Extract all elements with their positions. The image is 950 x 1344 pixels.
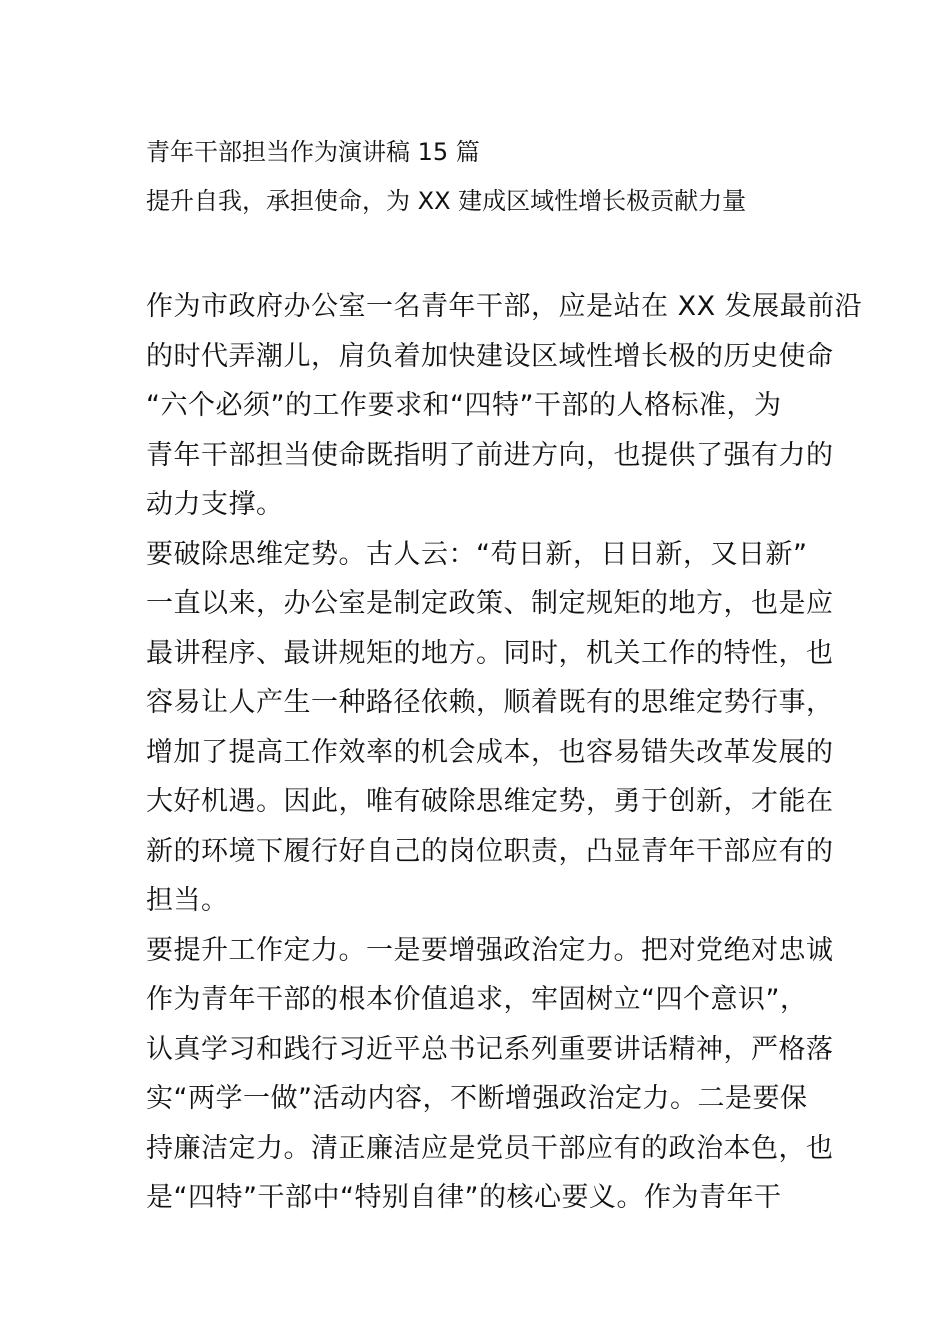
text-line: 要提升工作定力。一是要增强政治定力。把对党绝对忠诚 (146, 934, 834, 966)
text-line: 作为青年干部的根本价值追求，牢固树立“四个意识”， (146, 984, 808, 1015)
text-line: 持廉洁定力。清正廉洁应是党员干部应有的政治本色，也 (146, 1132, 834, 1164)
text-line: 担当。 (146, 885, 229, 916)
text-line: 要破除思维定势。古人云：“苟日新，日日新，又日新” (146, 538, 808, 570)
text-line: 认真学习和践行习近平总书记系列重要讲话精神，严格落 (146, 1033, 834, 1065)
text-line: 增加了提高工作效率的机会成本，也容易错失改革发展的 (146, 736, 834, 768)
text-line: “六个必须”的工作要求和“四特”干部的人格标准，为 (146, 390, 782, 421)
text-line: 动力支撑。 (146, 489, 284, 520)
text-line: 最讲程序、最讲规矩的地方。同时，机关工作的特性，也 (146, 637, 834, 669)
text-line: 一直以来，办公室是制定政策、制定规矩的地方，也是应 (146, 588, 834, 619)
paragraph-work-focus (146, 926, 834, 1223)
text-line: 的时代弄潮儿，肩负着加快建设区域性增长极的历史使命 (146, 340, 834, 372)
paragraph-break-thinking (146, 530, 834, 926)
text-line: 大好机遇。因此，唯有破除思维定势，勇于创新，才能在 (146, 786, 834, 817)
text-line: 容易让人产生一种路径依赖，顺着既有的思维定势行事， (146, 687, 834, 718)
document-title: 青年干部担当作为演讲稿 15 篇 (146, 138, 480, 166)
document-subtitle: 提升自我，承担使命，为 XX 建成区域性增长极贡献力量 (146, 187, 747, 215)
text-line: 实“两学一做”活动内容，不断增强政治定力。二是要保 (146, 1083, 808, 1114)
blank-line (146, 226, 811, 282)
text-line: 新的环境下履行好自己的岗位职责，凸显青年干部应有的 (146, 835, 834, 867)
document-body (146, 128, 863, 1223)
text-line: 是“四特”干部中“特别自律”的核心要义。作为青年干 (146, 1182, 782, 1213)
paragraph-intro (146, 282, 863, 530)
text-line: 青年干部担当使命既指明了前进方向，也提供了强有力的 (146, 439, 834, 471)
text-line: 作为市政府办公室一名青年干部，应是站在 XX 发展最前沿 (146, 291, 863, 322)
